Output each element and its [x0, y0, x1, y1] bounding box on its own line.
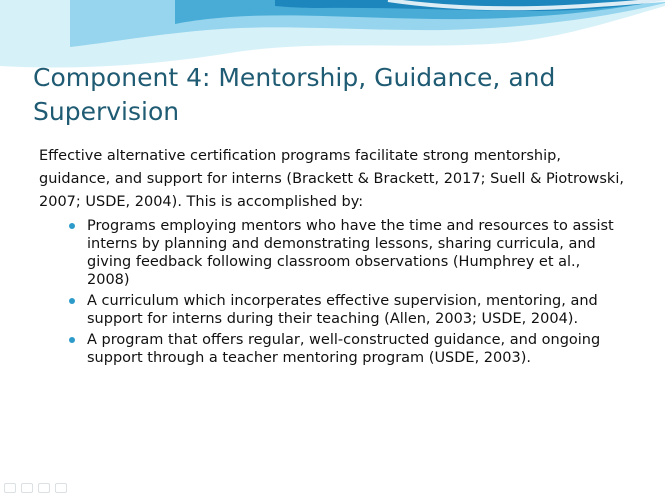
bullet-icon — [69, 337, 75, 343]
bullet-item-curriculum — [64, 292, 619, 328]
bullet-text-curriculum: A curriculum which incorperates effective supervision, mentoring, and support for interns during their teaching (Allen, 2003; USDE, 2004). — [87, 293, 598, 327]
bullet-item-mentors — [64, 217, 619, 289]
slide-title: Component 4: Mentorship, Guidance, and Supervision — [33, 63, 556, 126]
bullet-icon — [69, 298, 75, 304]
bullet-list — [64, 217, 619, 370]
bullet-text-mentors: Programs employing mentors who have the time and resources to assist interns by planning and demonstrating lessons, sharing curricula, and giving feedback following classroom observations (Humphrey et al., 2008) — [87, 218, 614, 288]
pointer-icon[interactable] — [21, 483, 33, 493]
intro-paragraph: Effective alternative certification programs facilitate strong mentorship, guidance, and support for interns (Brackett & Brackett, 2017; Suell & Piotrowski, 2007; USDE, 2004). This is accomplished by: — [39, 148, 624, 210]
menu-icon[interactable] — [38, 483, 50, 493]
next-icon[interactable] — [55, 483, 67, 493]
previous-icon[interactable] — [4, 483, 16, 493]
presentation-controls — [4, 483, 67, 493]
bullet-item-program — [64, 331, 619, 367]
bullet-icon — [69, 223, 75, 229]
bullet-text-program: A program that offers regular, well-constructed guidance, and ongoing support through a teacher mentoring program (USDE, 2003). — [87, 332, 601, 366]
